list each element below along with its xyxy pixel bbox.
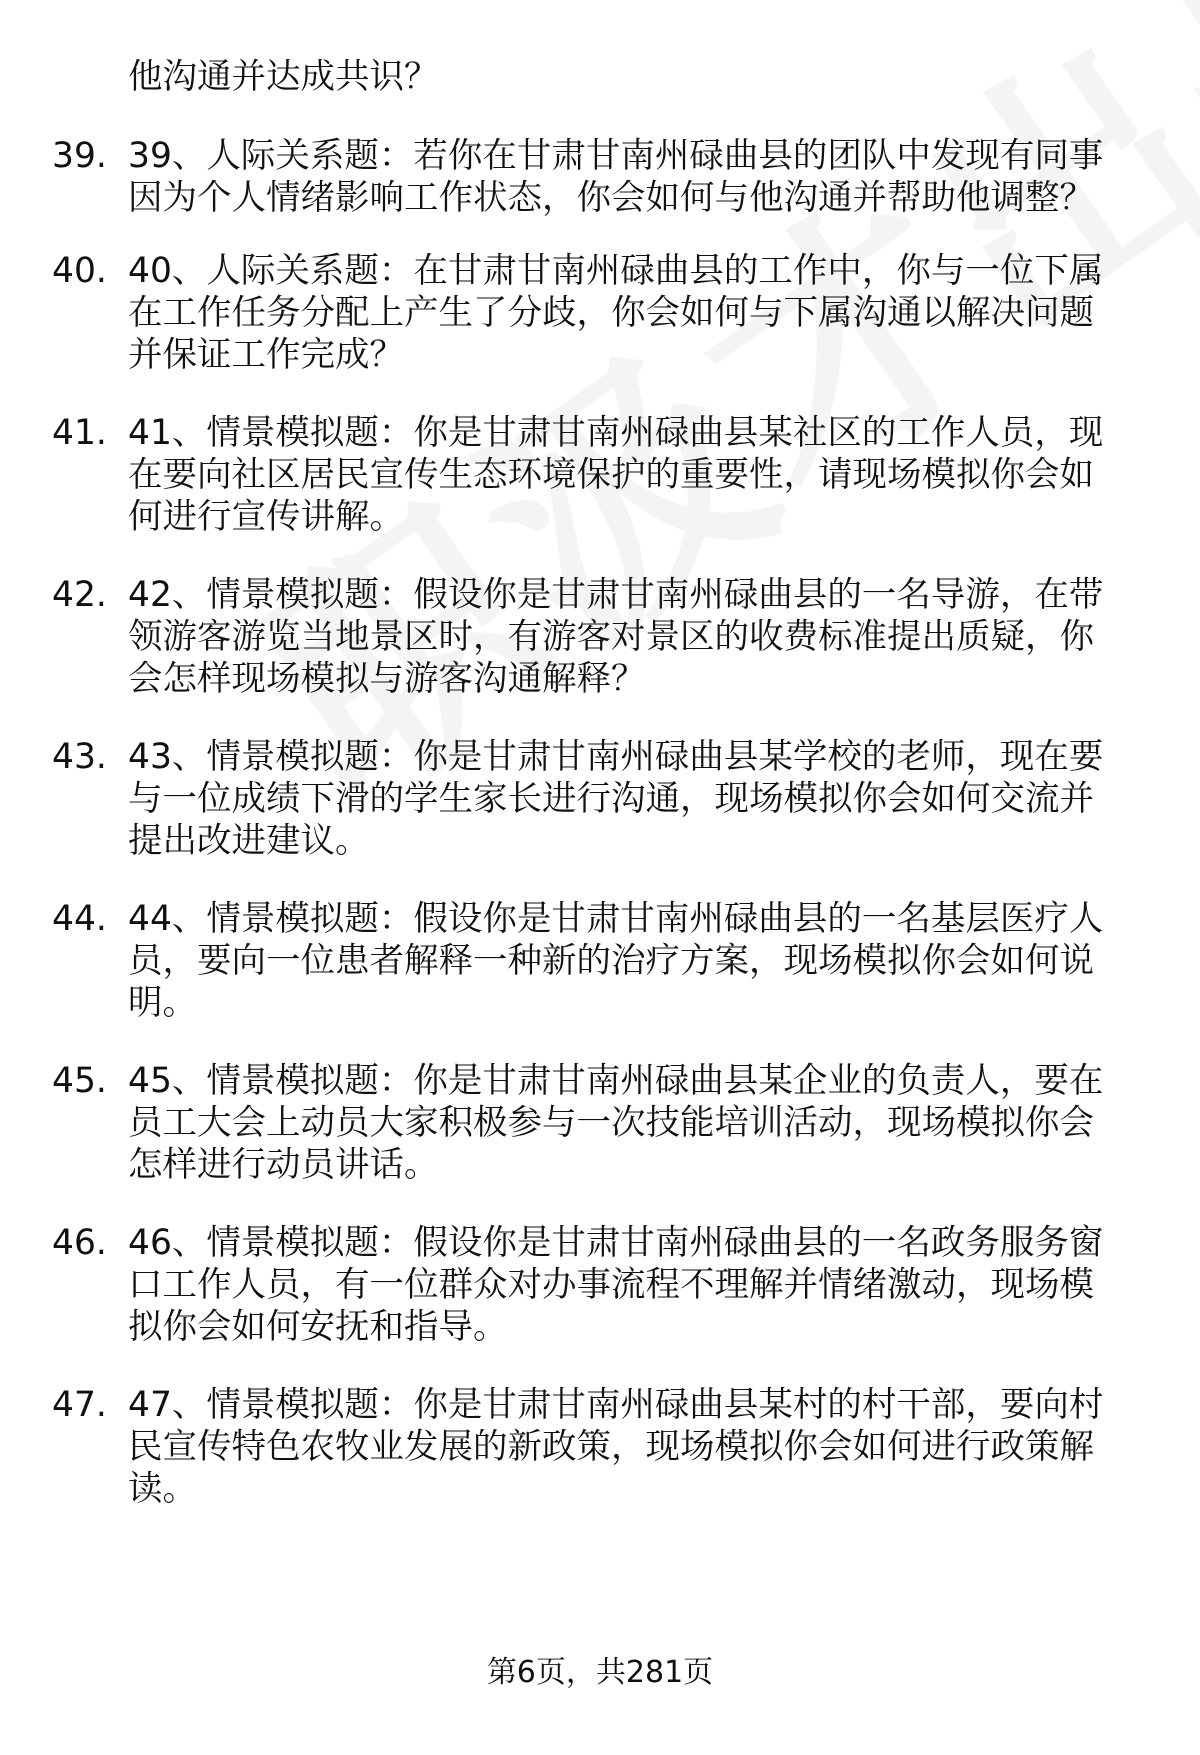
question-line: 43、情景模拟题：你是甘肃甘南州碌曲县某学校的老师，现在要 xyxy=(128,737,1104,777)
question-text xyxy=(128,574,1158,700)
question-number: 47. xyxy=(52,1385,107,1425)
question-line: 46、情景模拟题：假设你是甘肃甘南州碌曲县的一名政务服务窗 xyxy=(128,1223,1104,1263)
question-text xyxy=(128,1384,1158,1510)
question-line: 何进行宣传讲解。 xyxy=(128,497,404,537)
page-footer: 第6页，共281页 xyxy=(486,1655,714,1690)
question-number: 44. xyxy=(52,899,107,939)
question-line: 口工作人员，有一位群众对办事流程不理解并情绪激动，现场模 xyxy=(128,1265,1094,1305)
question-line: 与一位成绩下滑的学生家长进行沟通，现场模拟你会如何交流并 xyxy=(128,779,1094,819)
question-line: 在工作任务分配上产生了分歧，你会如何与下属沟通以解决问题 xyxy=(128,293,1094,333)
question-line: 民宣传特色农牧业发展的新政策，现场模拟你会如何进行政策解 xyxy=(128,1427,1094,1467)
question-text xyxy=(128,1222,1158,1348)
question-number: 43. xyxy=(52,737,107,777)
question-number: 39. xyxy=(52,136,107,176)
question-line: 明。 xyxy=(128,983,197,1023)
question-line: 47、情景模拟题：你是甘肃甘南州碌曲县某村的村干部，要向村 xyxy=(128,1385,1104,1425)
question-number: 41. xyxy=(52,413,107,453)
question-number: 40. xyxy=(52,251,107,291)
question-line: 44、情景模拟题：假设你是甘肃甘南州碌曲县的一名基层医疗人 xyxy=(128,899,1104,939)
question-line: 并保证工作完成？ xyxy=(128,335,404,375)
question-line: 会怎样现场模拟与游客沟通解释？ xyxy=(128,659,646,699)
question-line: 40、人际关系题：在甘肃甘南州碌曲县的工作中，你与一位下属 xyxy=(128,251,1104,291)
question-line: 员，要向一位患者解释一种新的治疗方案，现场模拟你会如何说 xyxy=(128,941,1094,981)
question-line: 拟你会如何安抚和指导。 xyxy=(128,1307,508,1347)
question-line: 42、情景模拟题：假设你是甘肃甘南州碌曲县的一名导游，在带 xyxy=(128,575,1104,615)
question-line: 读。 xyxy=(128,1469,197,1509)
question-line: 提出改进建议。 xyxy=(128,821,370,861)
question-line: 45、情景模拟题：你是甘肃甘南州碌曲县某企业的负责人，要在 xyxy=(128,1061,1104,1101)
question-line: 在要向社区居民宣传生态环境保护的重要性，请现场模拟你会如 xyxy=(128,455,1094,495)
question-line: 领游客游览当地景区时，有游客对景区的收费标准提出质疑，你 xyxy=(128,617,1094,657)
question-text xyxy=(128,412,1158,538)
question-number: 46. xyxy=(52,1223,107,1263)
question-line: 怎样进行动员讲话。 xyxy=(128,1145,439,1185)
question-number: 45. xyxy=(52,1061,107,1101)
question-line: 41、情景模拟题：你是甘肃甘南州碌曲县某社区的工作人员，现 xyxy=(128,413,1104,453)
question-text xyxy=(128,135,1158,219)
question-text xyxy=(128,898,1158,1024)
question-line: 员工大会上动员大家积极参与一次技能培训活动，现场模拟你会 xyxy=(128,1103,1094,1143)
question-line: 39、人际关系题：若你在甘肃甘南州碌曲县的团队中发现有同事 xyxy=(128,136,1104,176)
question-text xyxy=(128,736,1158,862)
question-text xyxy=(128,1060,1158,1186)
question-text xyxy=(128,250,1158,376)
question-number: 42. xyxy=(52,575,107,615)
question-line: 因为个人情绪影响工作状态，你会如何与他沟通并帮助他调整？ xyxy=(128,178,1094,218)
continuation-text: 他沟通并达成共识？ xyxy=(128,57,439,97)
